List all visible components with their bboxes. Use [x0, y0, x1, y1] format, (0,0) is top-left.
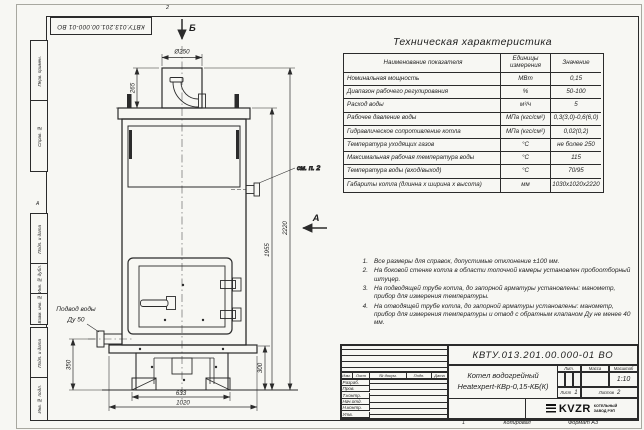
stamp-cell [370, 395, 407, 396]
stamp-cell [432, 389, 448, 390]
table-cell: Диапазон рабочего регулирования [344, 86, 501, 99]
tech-table-title: Техническая характеристика [392, 36, 553, 48]
door-hinge-bottom [221, 311, 236, 319]
col-header-name: Наименование показателя [344, 54, 501, 73]
table-cell: мм [501, 179, 551, 192]
stamp-cell [407, 389, 432, 390]
table-cell: 50-100 [551, 86, 601, 99]
stamp-cell [432, 395, 448, 396]
title-block-doc-number: КВТУ.013.201.00.000-01 ВО [448, 345, 638, 365]
stamp-cell [407, 367, 432, 368]
dim-1020 [109, 356, 257, 411]
stamp-cell [370, 349, 407, 350]
stamp-cell [341, 355, 353, 356]
table-cell: м³/ч [501, 99, 551, 112]
stamp-cell [407, 414, 432, 415]
stamp-cell [370, 355, 407, 356]
boiler-name-line1: Котел водогрейный [467, 371, 539, 381]
stamp-cell [432, 355, 448, 356]
stamp-cell [370, 402, 407, 403]
furnace-door [128, 258, 241, 334]
top-zone-mark: 2 [166, 5, 170, 11]
center-lines [88, 46, 182, 402]
lit-cell [557, 372, 565, 387]
margin-stamp-podp-data-1: Подп. и дата [30, 213, 48, 265]
door-hinge-top [221, 281, 236, 289]
col-header-value: Значение [551, 54, 601, 73]
svg-text:300: 300 [257, 362, 264, 374]
svg-text:633: 633 [175, 390, 187, 397]
scale-value: 1:10 [609, 372, 638, 387]
table-cell: Габариты котла (длинна х ширина х высота) [344, 179, 501, 192]
table-cell: 0,15 [551, 73, 601, 86]
mass-header: Масса [581, 365, 609, 372]
boiler-name-line2: Heatexpert-КВр-0,15-КБ(К) [457, 382, 549, 391]
inlet-label-line2: Ду 50 [67, 316, 85, 324]
margin-stamp-perv-primen: Перв. примен. [30, 40, 48, 102]
stamp-cell [432, 414, 448, 415]
upper-door [128, 126, 240, 187]
stamp-cell [407, 402, 432, 403]
note-item: 1. Все размеры для справок, допустимые отклонение ±100 мм. [362, 258, 560, 265]
col-header-units: Единицы измерения [501, 54, 551, 73]
table-cell: °С [501, 139, 551, 152]
dim-265 [116, 68, 159, 108]
boiler-top-plate [118, 94, 250, 119]
base-pedestal [102, 345, 298, 390]
stamp-cell [432, 349, 448, 350]
footer-sheet-mark: 1 [462, 420, 466, 426]
kvzr-logo-icon [546, 404, 556, 414]
view-b-label: Б [189, 23, 196, 34]
title-block-empty-strip [448, 398, 526, 419]
table-cell: Температура уходящих газов [344, 139, 501, 152]
table-cell: МПа (кгс/см²) [501, 126, 551, 139]
table-cell: Рабочее давление воды [344, 113, 501, 126]
table-cell: 70/95 [551, 165, 601, 178]
svg-text:265: 265 [129, 82, 137, 94]
stamp-cell [370, 361, 407, 362]
table-cell: МВт [501, 73, 551, 86]
door-handle [141, 300, 169, 307]
table-cell: 0,02(0,2) [551, 126, 601, 139]
stamp-cell [407, 349, 432, 350]
table-cell: Гидравлическое сопротивление котла [344, 126, 501, 139]
stamp-cell [432, 367, 448, 368]
stamp-cell [341, 349, 353, 350]
margin-stamp-inv-podl: Инв. № подл. [30, 377, 48, 421]
lit-cell [573, 372, 581, 387]
table-cell: 0,3(3,0)-0,6(6,0) [551, 113, 601, 126]
tech-table [343, 53, 604, 193]
stamp-cell [407, 355, 432, 356]
stamp-cell [407, 383, 432, 384]
callout-note2-label: см. п. 2 [297, 165, 321, 172]
table-cell: не более 250 [551, 139, 601, 152]
table-cell: МПа (кгс/см²) [501, 113, 551, 126]
footer-copied-label: Копировал [503, 420, 531, 426]
stamp-cell [353, 367, 370, 368]
lit-cell [565, 372, 573, 387]
margin-zone-mark: А [36, 201, 40, 207]
table-cell: Номинальная мощность [344, 73, 501, 86]
stamp-cell [353, 349, 370, 350]
stamp-cell [407, 361, 432, 362]
stamp-cell [370, 389, 407, 390]
view-arrow-b [182, 19, 196, 39]
stamp-cell [432, 408, 448, 409]
chimney [162, 68, 206, 108]
sampling-nozzle-callout [231, 165, 320, 196]
dim-1955 [252, 108, 277, 390]
bolts [139, 284, 224, 381]
footer-format-label: Формат А3 [567, 420, 599, 426]
stamp-cell [407, 395, 432, 396]
boiler-body [122, 119, 246, 345]
svg-text:1020: 1020 [176, 399, 190, 407]
kvzr-logo-text: KVZR [558, 402, 591, 415]
org-logo-cell [525, 398, 638, 419]
note-item: 4. На отводящей трубе котла, до запорной арматуры установлены: манометр, прибор для измерения температуры и отвод с обратным клапаном Ду не менее 40 мм. [362, 302, 631, 327]
scale-header: Масштаб [609, 365, 638, 372]
revision-header-row: Изм. Лист № докум. Подп. Дата [341, 372, 448, 379]
stamp-cell [432, 361, 448, 362]
table-cell: 115 [551, 152, 601, 165]
view-a-label: А [312, 213, 320, 224]
sheet-cell: Лист 1 [557, 387, 581, 398]
table-cell: Температура воды (вход/выход) [344, 165, 501, 178]
stamp-cell [432, 383, 448, 384]
stamp-cell [370, 383, 407, 384]
svg-text:1955: 1955 [264, 243, 271, 257]
stamp-cell [370, 367, 407, 368]
water-inlet [56, 305, 122, 347]
note-item: 3. На подводящей трубе котла, до запорной арматуры установлены: манометр, прибор для измерения температуры. [362, 284, 616, 301]
table-cell: °С [501, 165, 551, 178]
table-cell: % [501, 86, 551, 99]
note-item: 2. На боковой стенке котла в области топочной камеры установлен пробоотборный штуцер. [362, 267, 631, 283]
dim-300 [257, 346, 270, 390]
table-cell: Расход воды [344, 99, 501, 112]
sheets-cell: Листов 2 [581, 387, 638, 398]
stamp-cell [407, 408, 432, 409]
stamp-cell [341, 367, 353, 368]
stamp-cell [341, 361, 353, 362]
rotated-doc-number: КВТУ.013.201.00.000-01 ВО [57, 22, 145, 30]
stamp-cell [432, 402, 448, 403]
title-block [340, 344, 639, 420]
notes-list [357, 258, 633, 329]
mass-cell [581, 372, 609, 387]
inlet-label-line1: Подвод воды [56, 306, 96, 313]
table-cell: Максимальная рабочая температура воды [344, 152, 501, 165]
table-cell: 5 [551, 99, 601, 112]
svg-text:2220: 2220 [282, 221, 289, 235]
margin-stamp-sprav-no: Справ. № [30, 100, 48, 172]
margin-stamp-vzam-inv: Взам. инв. № [30, 293, 48, 325]
signature-rows: Разраб. Пров. Т.контр. Нач.отд. Н.контр. Утв. [341, 379, 448, 419]
table-cell: °С [501, 152, 551, 165]
svg-text:Ø250: Ø250 [174, 48, 190, 56]
svg-text:350: 350 [65, 359, 73, 371]
lit-header: Лит. [557, 365, 581, 372]
stamp-cell [370, 414, 407, 415]
view-arrow-a [303, 213, 327, 228]
revision-grid [341, 345, 448, 372]
stamp-cell [370, 408, 407, 409]
title-block-name [448, 365, 558, 399]
table-cell: 1030х1020х2220 [552, 180, 600, 188]
margin-stamp-inv-dubl: Инв. № дубл. [30, 263, 48, 295]
org-name: КОТЕЛЬНЫЙ ЗАВОД РЭП [593, 403, 618, 413]
stamp-cell [353, 355, 370, 356]
stamp-cell [353, 361, 370, 362]
margin-stamp-podp-data-2: Подп. и дата [30, 327, 48, 379]
